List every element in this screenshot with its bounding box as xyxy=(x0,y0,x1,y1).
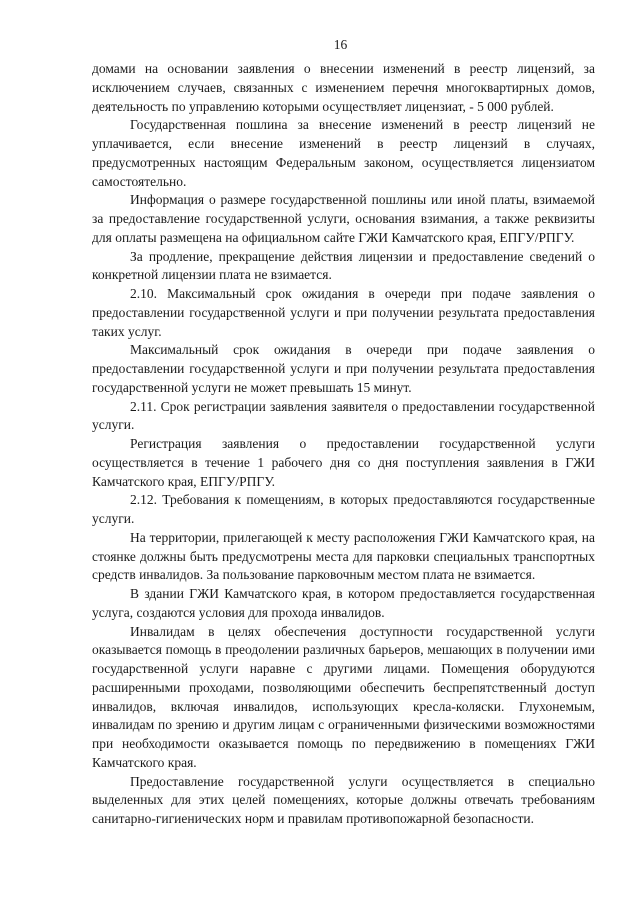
paragraph-parking: На территории, прилегающей к месту расположения ГЖИ Камчатского края, на стоянке должны быть предусмотрены места для парковки специальных транспортных средств инвалидов. За пользование парковочным местом плата не взимается. xyxy=(92,529,595,583)
paragraph-duty-not-paid: Государственная пошлина за внесение изменений в реестр лицензий не уплачивается, если внесение изменений в реестр лицензий в случаях, предусмотренных настоящим Федеральным законом, осуществляется лицензиатом самостоятельно. xyxy=(92,117,595,189)
paragraph-building-access: В здании ГЖИ Камчатского края, в котором предоставляется государственная услуга, создаются условия для прохода инвалидов. xyxy=(92,586,595,620)
section-heading-2-11: 2.11. Срок регистрации заявления заявителя о предоставлении государственной услуги. xyxy=(92,398,595,433)
paragraph-disabled-assistance: Инвалидам в целях обеспечения доступности государственной услуги оказывается помощь в преодолении различных барьеров, мешающих в получении ими государственной услуги наравне с другими лицами. Помещения оборудуются расширенными проходами, позволяющими обеспечить беспрепятственный доступ инвалидов, включая инвалидов, использующих кресла-коляски. Глухонемым, инвалидам по зрению и другим лицам с ограниченными физическими возможностями при необходимости оказывается помощь по передвижению в помещениях ГЖИ Камчатского края. xyxy=(92,623,595,770)
paragraph-registration-term: Регистрация заявления о предоставлении государственной услуги осуществляется в течение 1 рабочего дня со дня поступления заявления в ГЖИ Камчатского края, ЕПГУ/РПГУ. xyxy=(92,436,595,489)
document-page xyxy=(92,35,595,829)
paragraph-no-fee-extension: За продление, прекращение действия лицензии и предоставление сведений о конкретной лицензии плата не взимается. xyxy=(92,248,595,283)
paragraph-fee-amount-continuation: домами на основании заявления о внесении изменений в реестр лицензий, за исключением случаев, связанных с изменением перечня многоквартирных домов, деятельность по управлению которыми осуществляет лицензиат, - 5 000 рублей. xyxy=(92,61,595,114)
paragraph-max-wait-time: Максимальный срок ожидания в очереди при подаче заявления о предоставлении государственной услуги и при получении результата предоставления государственной услуги не может превышать 15 минут. xyxy=(92,342,595,395)
section-heading-2-10: 2.10. Максимальный срок ожидания в очереди при подаче заявления о предоставлении государственной услуги и при получении результата предоставления таких услуг. xyxy=(92,286,595,339)
paragraph-premises-requirements: Предоставление государственной услуги осуществляется в специально выделенных для этих целей помещениях, которые должны отвечать требованиям санитарно-гигиенических норм и правилам противопожарной безопасности. xyxy=(92,773,595,826)
page-number: 16 xyxy=(333,37,348,52)
section-heading-2-12: 2.12. Требования к помещениям, в которых предоставляются государственные услуги. xyxy=(92,492,595,526)
paragraph-fee-information: Информация о размере государственной пошлины или иной платы, взимаемой за предоставление государственной услуги, основания взимания, а также реквизиты для оплаты размещена на официальном сайте ГЖИ Камчатского края, ЕПГУ/РПГУ. xyxy=(92,192,595,245)
